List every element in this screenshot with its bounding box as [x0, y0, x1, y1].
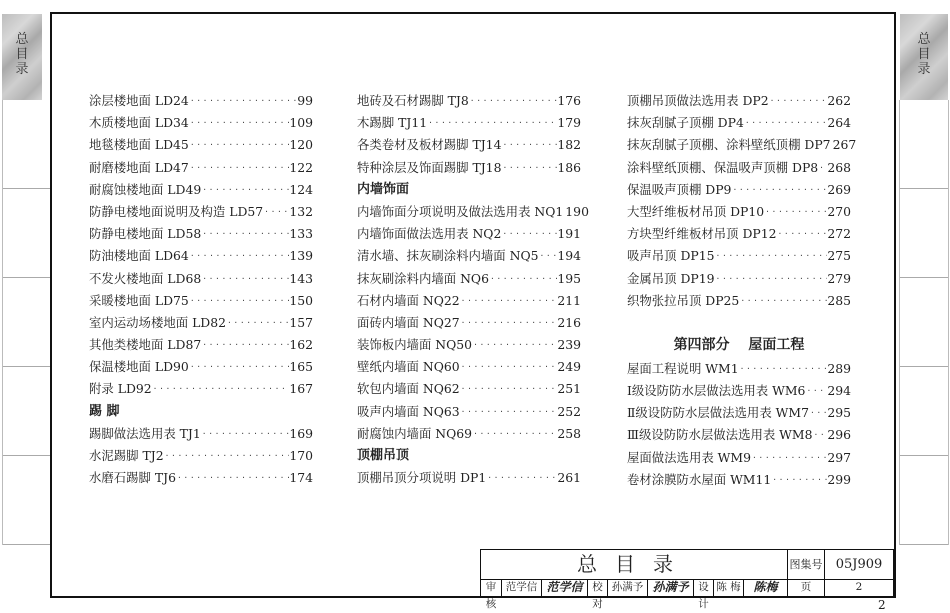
- side-margin-left: [2, 100, 52, 545]
- toc-entry-label: 地毯楼地面 LD45: [89, 137, 189, 153]
- dot-leader: [189, 290, 290, 312]
- toc-entry-page: 190: [565, 203, 589, 219]
- toc-entry-page: 143: [289, 270, 313, 286]
- toc-entry[interactable]: [89, 268, 313, 290]
- toc-entry-page: 262: [827, 93, 851, 108]
- toc-entry[interactable]: [357, 334, 581, 356]
- toc-entry-label: 内墙饰面分项说明及做法选用表 NQ1: [357, 203, 564, 219]
- toc-entry-label: 涂料壁纸顶棚、保温吸声顶棚 DP8: [627, 159, 819, 175]
- toc-entry-page: 109: [289, 115, 313, 131]
- side-tab-right-text: 总 目 录: [917, 32, 931, 77]
- toc-entry-label: 壁纸内墙面 NQ60: [357, 359, 460, 375]
- toc-entry-label: 抹灰刮腻子顶棚、涂料壁纸顶棚 DP7: [627, 137, 831, 153]
- toc-entry-label: 其他类楼地面 LD87: [89, 337, 202, 353]
- dot-leader: [189, 112, 290, 134]
- toc-entry-label: 各类卷材及板材踢脚 TJ14: [357, 137, 502, 153]
- toc-entry[interactable]: [89, 423, 313, 445]
- toc-entry-page: 239: [557, 337, 581, 353]
- dot-leader: [777, 223, 828, 245]
- dot-leader: [731, 179, 827, 201]
- toc-entry-label: 抹灰刷涂料内墙面 NQ6: [357, 270, 489, 286]
- toc-entry[interactable]: [627, 179, 851, 201]
- margin-cell: [3, 278, 51, 367]
- toc-entry-page: 264: [827, 115, 851, 131]
- toc-entry[interactable]: [627, 424, 851, 446]
- side-tab-left: [2, 14, 42, 100]
- page-label: 页: [787, 579, 824, 596]
- toc-entry[interactable]: [627, 245, 851, 267]
- toc-entry[interactable]: [357, 290, 581, 312]
- toc-entry-label: 石材内墙面 NQ22: [357, 292, 460, 308]
- toc-entry-label: 吸声内墙面 NQ63: [357, 403, 460, 419]
- toc-entry[interactable]: [357, 245, 581, 267]
- toc-entry[interactable]: [357, 201, 589, 223]
- toc-entry-label: 防油楼地面 LD64: [89, 248, 189, 264]
- toc-entry-label: 附录 LD92: [89, 381, 152, 397]
- toc-entry[interactable]: [89, 179, 313, 201]
- margin-cell: [3, 367, 51, 456]
- toc-entry-page: 167: [289, 381, 313, 397]
- dot-leader: [189, 90, 297, 112]
- side-margin-right: [899, 100, 949, 545]
- toc-entry-label: 特种涂层及饰面踢脚 TJ18: [357, 159, 502, 175]
- toc-entry[interactable]: [357, 134, 581, 156]
- toc-entry-label: 木质楼地面 LD34: [89, 115, 189, 131]
- toc-entry-page: 295: [827, 405, 851, 421]
- toc-entry-label: 保温楼地面 LD90: [89, 359, 189, 375]
- toc-entry-page: 252: [557, 403, 581, 419]
- dot-leader: [744, 112, 828, 134]
- title-block-top: [481, 550, 893, 580]
- toc-entry[interactable]: [627, 223, 851, 245]
- outer-page-number: 2: [878, 598, 886, 612]
- toc-entry-page: 124: [289, 181, 313, 197]
- dot-leader: [189, 134, 290, 156]
- toc-entry[interactable]: [357, 378, 581, 400]
- margin-cell: [900, 189, 948, 278]
- toc-entry-page: 157: [289, 314, 313, 330]
- toc-entry-page: 258: [557, 425, 581, 441]
- toc-entry-page: 174: [289, 470, 313, 486]
- toc-column-2: [357, 90, 589, 489]
- toc-entry-page: 176: [557, 93, 581, 108]
- toc-entry[interactable]: [89, 290, 313, 312]
- toc-entry-label: 室内运动场楼地面 LD82: [89, 314, 226, 330]
- dot-leader: [501, 223, 557, 245]
- atlas-number-label: 图集号: [787, 550, 824, 579]
- toc-entry[interactable]: [357, 356, 581, 378]
- dot-leader: [489, 268, 557, 290]
- toc-entry-label: 大型纤维板材吊顶 DP10: [627, 203, 765, 219]
- toc-section-heading: [89, 401, 313, 423]
- toc-entry-label: Ⅲ级设防防水层做法选用表 WM8: [627, 427, 813, 443]
- dot-leader: [764, 201, 827, 223]
- toc-entry-label: 金属吊顶 DP19: [627, 270, 715, 286]
- toc-entry-label: 地砖及石材踢脚 TJ8: [357, 93, 469, 108]
- dot-leader: [460, 290, 558, 312]
- toc-entry-label: 顶棚吊顶分项说明 DP1: [357, 470, 487, 486]
- toc-entry-label: 第四部分 屋面工程: [673, 336, 805, 353]
- dot-leader: [201, 268, 289, 290]
- dot-leader: [769, 90, 828, 112]
- toc-entry-page: 261: [557, 470, 581, 486]
- toc-entry-page: 191: [557, 226, 581, 242]
- toc-entry[interactable]: [357, 268, 581, 290]
- toc-entry[interactable]: [89, 157, 313, 179]
- toc-entry-page: 132: [289, 203, 313, 219]
- dot-leader: [805, 380, 827, 402]
- dot-leader: [472, 334, 557, 356]
- toc-entry-label: 面砖内墙面 NQ27: [357, 314, 460, 330]
- dot-leader: [189, 356, 290, 378]
- toc-entry-page: 133: [289, 226, 313, 242]
- dot-leader: [176, 467, 289, 489]
- toc-entry-page: 195: [557, 270, 581, 286]
- toc-entry-label: Ⅰ级设防防水层做法选用表 WM6: [627, 383, 806, 399]
- toc-entry-label: 吸声吊顶 DP15: [627, 248, 715, 264]
- margin-cell: [3, 456, 51, 545]
- toc-entry-label: 抹灰刮腻子顶棚 DP4: [627, 115, 744, 131]
- design-signature: 陈梅: [743, 579, 787, 596]
- toc-entry-label: 顶棚吊顶做法选用表 DP2: [627, 93, 769, 108]
- dot-leader: [739, 358, 828, 380]
- toc-column-3: [627, 90, 857, 491]
- dot-leader: [460, 312, 558, 334]
- title-block: [480, 549, 894, 610]
- dot-leader: [818, 157, 827, 179]
- side-tab-right: [900, 14, 948, 100]
- toc-entry-page: 294: [827, 383, 851, 399]
- toc-entry[interactable]: [627, 380, 851, 402]
- toc-entry-page: 269: [827, 181, 851, 197]
- toc-entry[interactable]: [627, 90, 851, 112]
- toc-entry[interactable]: [357, 423, 581, 445]
- toc-entry-page: 297: [827, 449, 851, 465]
- toc-entry-label: 装饰板内墙面 NQ50: [357, 337, 473, 353]
- toc-entry-page: 268: [827, 159, 851, 175]
- toc-entry-label: 防静电楼地面说明及构造 LD57: [89, 203, 264, 219]
- toc-entry-page: 194: [557, 248, 581, 264]
- margin-cell: [900, 367, 948, 456]
- toc-entry-page: 99: [297, 93, 313, 108]
- review-label: 审核: [485, 581, 497, 610]
- toc-entry-label: 织物张拉吊顶 DP25: [627, 292, 740, 308]
- toc-entry-label: 防静电楼地面 LD58: [89, 226, 202, 242]
- toc-entry[interactable]: [89, 223, 313, 245]
- dot-leader: [715, 268, 828, 290]
- toc-entry-page: 211: [557, 292, 581, 308]
- toc-entry[interactable]: [357, 312, 581, 334]
- review-signature: 范学信: [541, 579, 587, 596]
- margin-cell: [900, 456, 948, 545]
- toc-entry[interactable]: [89, 445, 313, 467]
- toc-entry-label: 保温吸声顶棚 DP9: [627, 181, 732, 197]
- toc-entry-page: 162: [289, 337, 313, 353]
- toc-entry[interactable]: [89, 112, 313, 134]
- page-value: 2: [824, 579, 893, 596]
- toc-entry[interactable]: [89, 201, 313, 223]
- dot-leader: [715, 245, 828, 267]
- toc-entry-label: 耐腐蚀楼地面 LD49: [89, 181, 202, 197]
- toc-entry-label: 软包内墙面 NQ62: [357, 381, 460, 397]
- toc-entry[interactable]: [357, 112, 581, 134]
- dot-leader: [539, 245, 558, 267]
- dot-leader: [263, 201, 289, 223]
- toc-entry-page: 267: [832, 137, 857, 153]
- toc-entry-page: 186: [557, 159, 581, 175]
- toc-section-heading: [357, 179, 581, 201]
- toc-entry-page: 165: [289, 359, 313, 375]
- toc-entry-page: 179: [557, 115, 581, 131]
- toc-entry[interactable]: [627, 402, 851, 424]
- toc-part-heading: [627, 332, 851, 358]
- toc-entry-page: 122: [289, 159, 313, 175]
- dot-leader: [501, 134, 557, 156]
- toc-entry-page: 296: [827, 427, 851, 443]
- dot-leader: [751, 447, 827, 469]
- toc-section-heading: [357, 445, 581, 467]
- check-signature: 孙满予: [647, 579, 693, 596]
- toc-entry-label: 涂层楼地面 LD24: [89, 93, 189, 108]
- toc-entry[interactable]: [357, 223, 581, 245]
- dot-leader: [226, 312, 289, 334]
- dot-leader: [771, 469, 827, 491]
- toc-entry[interactable]: [357, 157, 581, 179]
- margin-cell: [900, 278, 948, 367]
- toc-entry-label: 耐磨楼地面 LD47: [89, 159, 189, 175]
- toc-entry-label: 踢脚做法选用表 TJ1: [89, 425, 201, 441]
- toc-entry[interactable]: [89, 334, 313, 356]
- toc-entry-page: 275: [827, 248, 851, 264]
- toc-entry-label: 水磨石踢脚 TJ6: [89, 470, 177, 486]
- toc-entry[interactable]: [627, 268, 851, 290]
- toc-entry-label: 木踢脚 TJ11: [357, 115, 428, 131]
- toc-entry[interactable]: [357, 401, 581, 423]
- toc-entry-page: 170: [289, 448, 313, 463]
- dot-leader: [189, 157, 290, 179]
- toc-entry-page: 169: [289, 425, 313, 441]
- toc-entry-label: 水泥踢脚 TJ2: [89, 448, 164, 463]
- toc-entry-page: 285: [827, 292, 851, 308]
- toc-entry-page: 139: [289, 248, 313, 264]
- toc-entry-label: Ⅱ级设防防水层做法选用表 WM7: [627, 405, 809, 421]
- toc-entry[interactable]: [89, 467, 313, 489]
- dot-leader: [460, 378, 558, 400]
- toc-entry[interactable]: [627, 358, 851, 380]
- toc-entry-page: 299: [827, 471, 851, 487]
- toc-entry-label: 不发火楼地面 LD68: [89, 270, 202, 286]
- toc-entry[interactable]: [357, 90, 581, 112]
- dot-leader: [164, 445, 290, 467]
- toc-entry[interactable]: [89, 356, 313, 378]
- toc-entry[interactable]: [89, 134, 313, 156]
- toc-entry-page: 272: [827, 226, 851, 242]
- toc-entry-page: 279: [827, 270, 851, 286]
- margin-cell: [3, 100, 51, 189]
- dot-leader: [201, 223, 289, 245]
- dot-leader: [486, 467, 557, 489]
- side-tab-left-text: 总 目 录: [15, 32, 29, 77]
- toc-entry-label: 耐腐蚀内墙面 NQ69: [357, 425, 473, 441]
- title-block-signatures: [481, 579, 893, 610]
- toc-entry-page: 289: [827, 360, 851, 376]
- margin-cell: [900, 100, 948, 189]
- toc-entry-page: 249: [557, 359, 581, 375]
- review-name: 范学信: [501, 579, 541, 596]
- atlas-number-value: 05J909: [824, 550, 893, 579]
- toc-entry[interactable]: [89, 245, 313, 267]
- document-title: 总目录: [577, 552, 691, 576]
- toc-entry-label: 屋面做法选用表 WM9: [627, 449, 751, 465]
- toc-entry-label: 卷材涂膜防水屋面 WM11: [627, 471, 772, 487]
- toc-entry[interactable]: [627, 469, 851, 491]
- dot-leader: [201, 334, 289, 356]
- toc-entry[interactable]: [357, 467, 581, 489]
- toc-entry-page: 150: [289, 292, 313, 308]
- toc-entry-page: 120: [289, 137, 313, 153]
- design-name: 陈 梅: [713, 579, 743, 596]
- toc-entry-page: 251: [557, 381, 581, 397]
- toc-entry-label: 顶棚吊顶: [357, 448, 410, 463]
- toc-entry[interactable]: [627, 290, 851, 312]
- toc-entry-label: 方块型纤维板材吊顶 DP12: [627, 226, 777, 242]
- toc-entry-label: 屋面工程说明 WM1: [627, 360, 739, 376]
- toc-column-1: [89, 90, 313, 489]
- toc-entry[interactable]: [627, 447, 851, 469]
- dot-leader: [152, 378, 290, 400]
- dot-leader: [201, 423, 290, 445]
- dot-leader: [460, 401, 558, 423]
- dot-leader: [501, 157, 557, 179]
- toc-entry[interactable]: [89, 378, 313, 400]
- toc-entry-page: 270: [827, 203, 851, 219]
- toc-entry-page: 182: [557, 137, 581, 153]
- toc-entry-label: 内墙饰面: [357, 181, 410, 197]
- toc-entry-page: 216: [557, 314, 581, 330]
- margin-cell: [3, 189, 51, 278]
- toc-entry[interactable]: [627, 112, 851, 134]
- toc-entry-label: 踢 脚: [89, 403, 120, 419]
- toc-entry-label: 内墙饰面做法选用表 NQ2: [357, 226, 502, 242]
- dot-leader: [460, 356, 558, 378]
- toc-entry[interactable]: [627, 134, 857, 156]
- check-label: 校对: [587, 579, 607, 596]
- dot-leader: [201, 179, 289, 201]
- toc-entry[interactable]: [89, 90, 313, 112]
- dot-leader: [813, 424, 828, 446]
- toc-entry[interactable]: [89, 312, 313, 334]
- toc-entry[interactable]: [627, 201, 851, 223]
- check-name: 孙满予: [607, 579, 647, 596]
- dot-leader: [469, 90, 558, 112]
- dot-leader: [809, 402, 827, 424]
- design-label: 设计: [693, 579, 713, 596]
- toc-entry-label: 清水墙、抹灰刷涂料内墙面 NQ5: [357, 248, 539, 264]
- dot-leader: [739, 290, 827, 312]
- dot-leader: [427, 112, 557, 134]
- toc-entry[interactable]: [627, 157, 851, 179]
- dot-leader: [189, 245, 290, 267]
- toc-entry-label: 采暖楼地面 LD75: [89, 292, 189, 308]
- dot-leader: [472, 423, 557, 445]
